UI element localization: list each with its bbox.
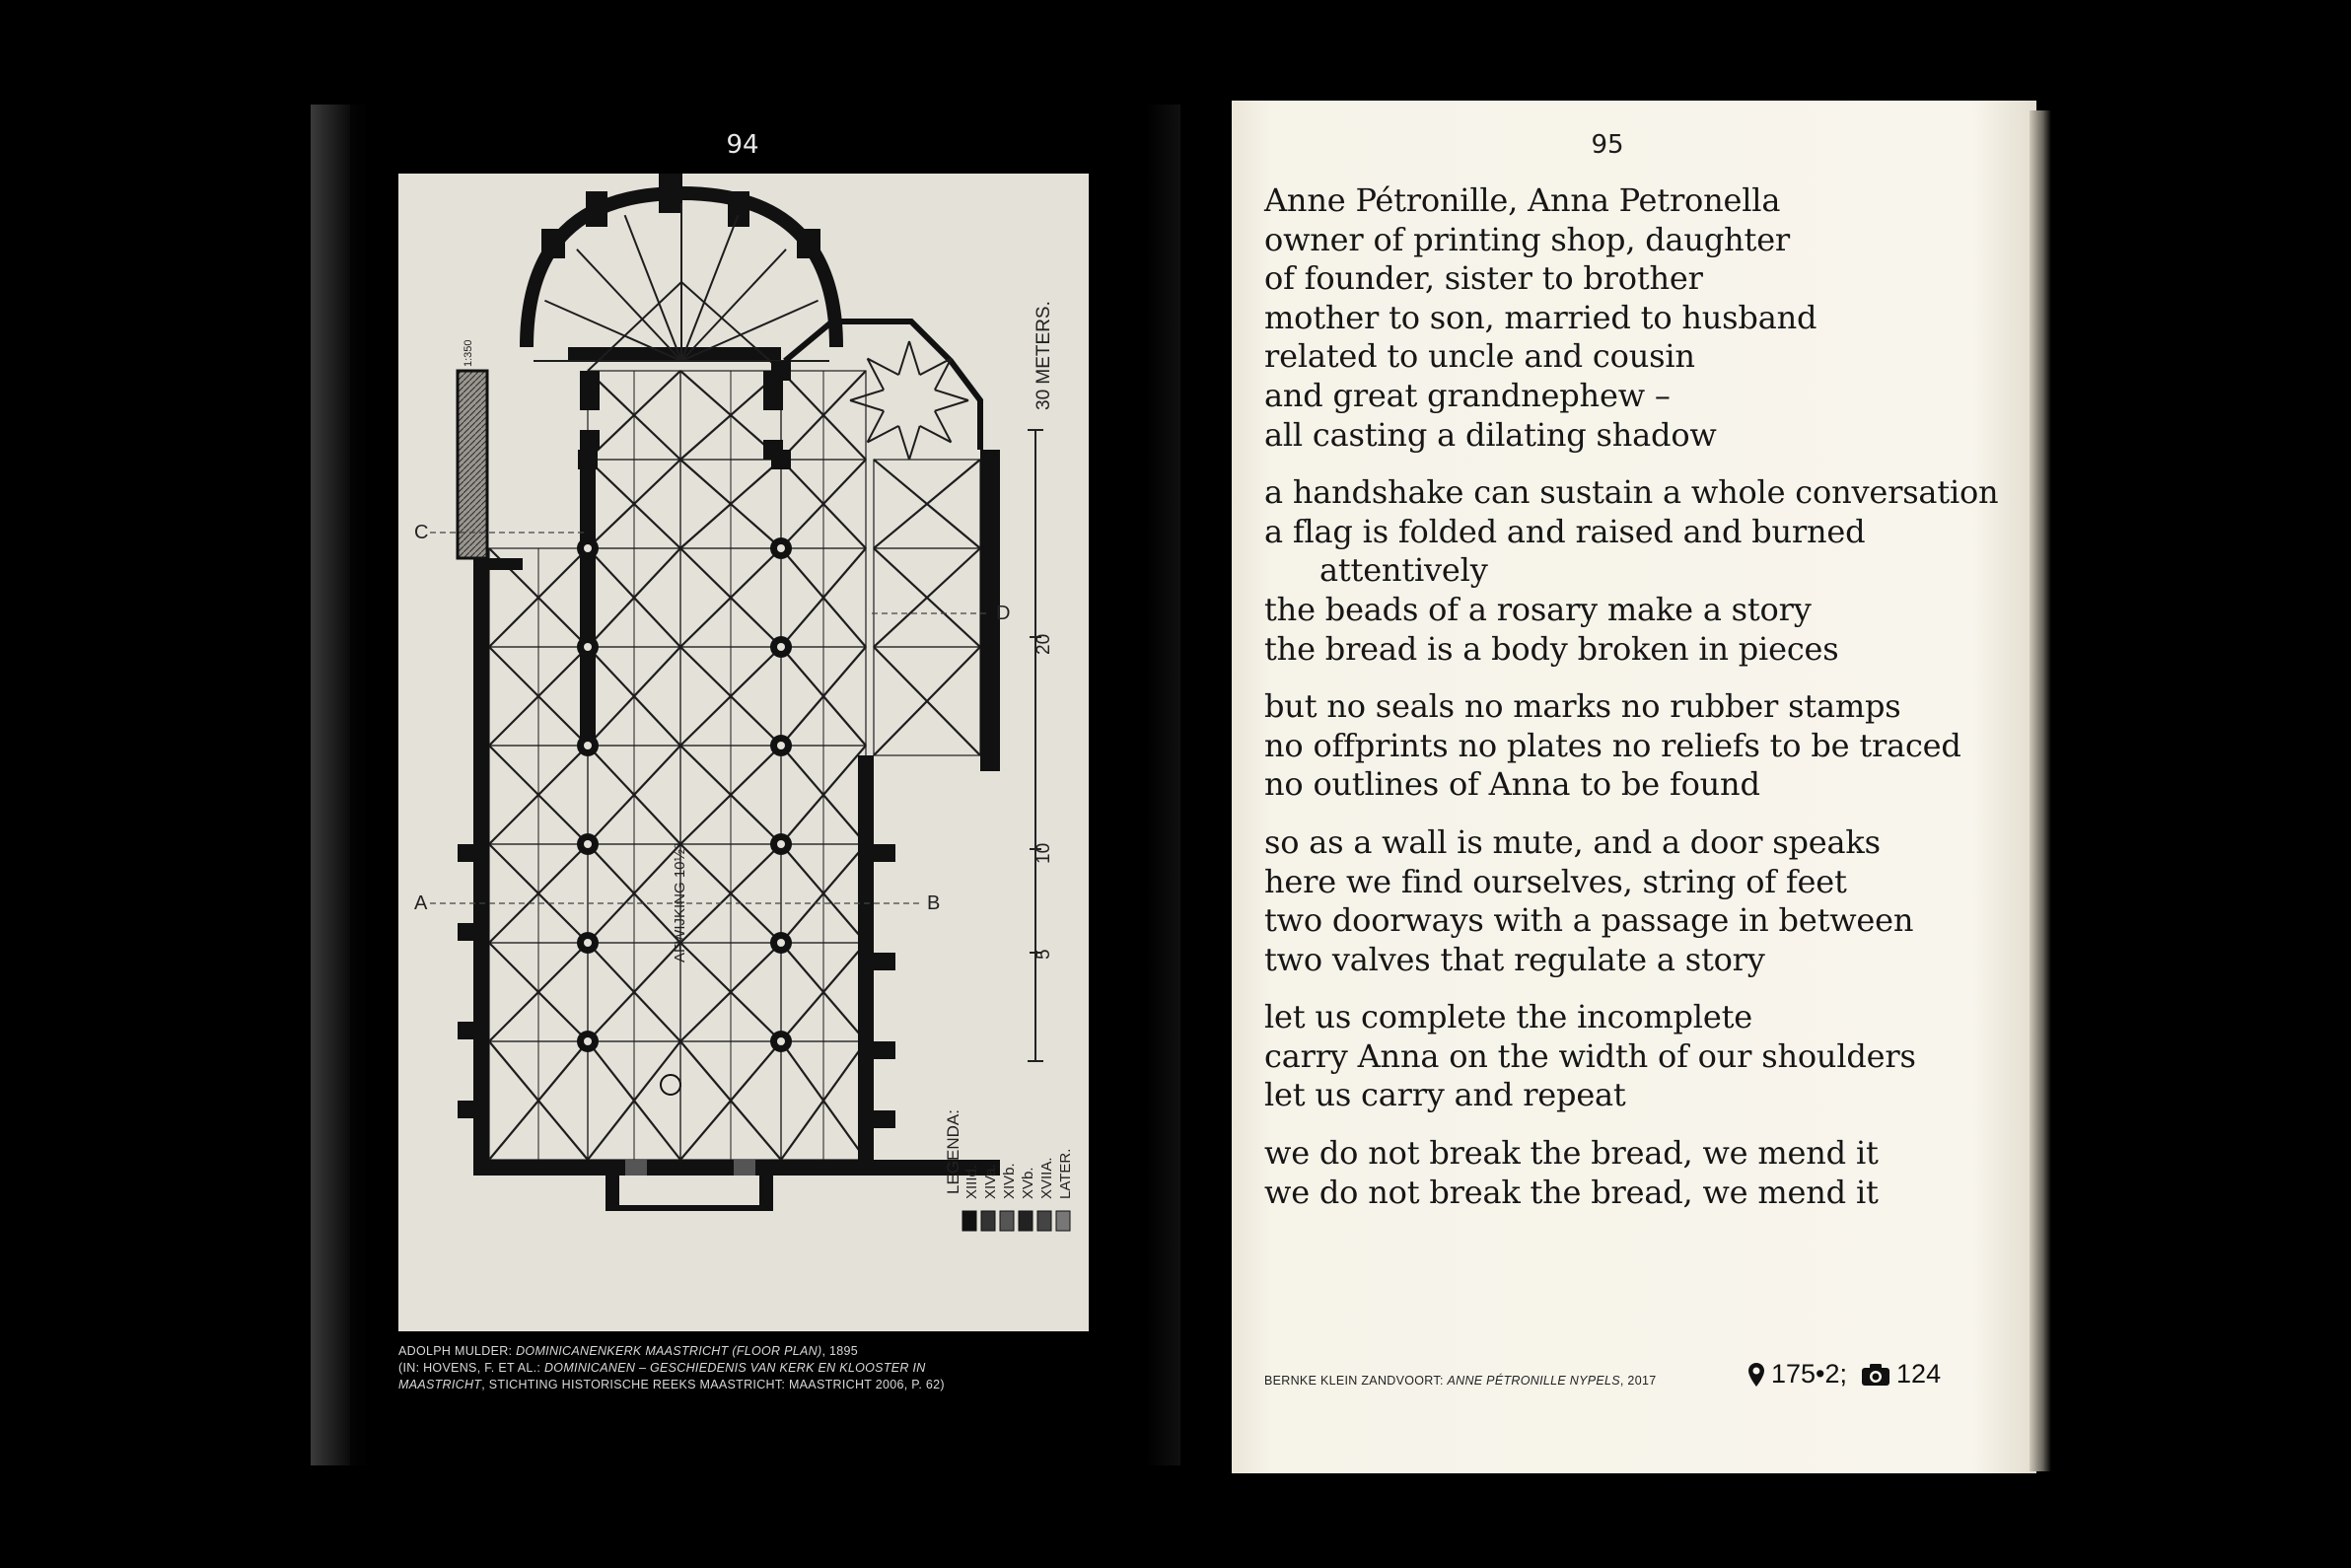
poem-stanza-1 [1264,181,1974,455]
caption-line3-title: MAASTRICHT [398,1378,482,1391]
legend-swatch [962,1211,976,1231]
legend-label: XIVa. [982,1164,999,1199]
legend-label: XIVb. [1001,1163,1018,1199]
legend-swatch [1037,1211,1051,1231]
camera-icon [1861,1363,1890,1387]
poem-stanza-4 [1264,823,1974,979]
caption-line2-prefix: (IN: HOVENS, F. ET AL.: [398,1361,544,1375]
right-page-edge [2030,110,2051,1471]
caption-line2-title: DOMINICANEN – GESCHIEDENIS VAN KERK EN KLOOSTER IN [543,1361,926,1375]
legend-label: XIIId. [963,1164,980,1199]
page-references [1747,1359,1941,1390]
floor-plan-figure [398,174,1089,1331]
poem-line: so as a wall is mute, and a door speaks [1264,822,1881,861]
legend-swatch [1056,1211,1070,1231]
poem-line-indented: attentively [1319,551,1488,590]
poem-line: mother to son, married to husband [1264,298,1817,336]
poem-line: a handshake can sustain a whole conversation [1264,473,1999,512]
poem-line: and great grandnephew – [1264,376,1671,414]
poem-stanza-3 [1264,687,1974,805]
credit-title: ANNE PÉTRONILLE NYPELS [1447,1374,1620,1388]
scale-ratio: 1:350 [463,339,474,367]
scale-tick-5: 5 [1033,949,1054,960]
poem [1264,181,1999,1231]
section-mark-d: D [996,603,1011,624]
poem-line: related to uncle and cousin [1264,337,1695,376]
poem-line: all casting a dilating shadow [1264,415,1717,454]
caption-line1-title: DOMINICANENKERK MAASTRICHT (FLOOR PLAN) [516,1344,822,1358]
legend-swatch [1000,1211,1014,1231]
credit-author: BERNKE KLEIN ZANDVOORT: [1264,1374,1448,1388]
poem-credit [1264,1374,1656,1388]
section-mark-a: A [414,892,428,914]
poem-line: here we find ourselves, string of feet [1264,862,1847,900]
poem-line: no outlines of Anna to be found [1264,765,1760,804]
poem-line: a flag is folded and raised and burned [1264,512,1866,550]
poem-line: we do not break the bread, we mend it [1264,1134,1879,1173]
legend-label: LATER. [1057,1148,1074,1199]
poem-line: two valves that regulate a story [1264,940,1765,978]
poem-line: carry Anna on the width of our shoulders [1264,1036,1916,1075]
section-mark-b: B [927,892,941,914]
caption-line1-suffix: , 1895 [821,1344,859,1358]
map-pin-icon [1747,1362,1765,1388]
poem-stanza-5 [1264,998,1974,1115]
poem-line: the bread is a body broken in pieces [1264,629,1839,668]
poem-line: of founder, sister to brother [1264,259,1703,298]
legend [944,1109,1074,1231]
poem-line: owner of printing shop, daughter [1264,220,1791,258]
poem-line: no offprints no plates no reliefs to be traced [1264,726,1961,764]
scale-label: 30 METERS. [1033,301,1054,410]
poem-line: let us complete the incomplete [1264,998,1752,1036]
poem-line: but no seals no marks no rubber stamps [1264,687,1901,726]
photo-ref: 124 [1896,1359,1942,1389]
poem-stanza-6 [1264,1134,1974,1212]
poem-line: let us carry and repeat [1264,1076,1626,1114]
poem-line: two doorways with a passage in between [1264,901,1914,940]
location-ref: 175•2; [1771,1359,1848,1389]
floor-plan-drawing [398,174,1089,1331]
legend-label: XVIIA. [1038,1157,1055,1199]
legend-label: XVb. [1020,1167,1036,1199]
poem-line: we do not break the bread, we mend it [1264,1173,1879,1211]
poem-line: Anne Pétronille, Anna Petronella [1264,181,1781,219]
legend-title: LEGENDA: [944,1109,962,1194]
caption-line1-prefix: ADOLPH MULDER: [398,1344,517,1358]
left-page-edge [311,105,350,1465]
credit-year: , 2017 [1619,1374,1657,1388]
page-number-left: 94 [726,130,759,160]
scale-tick-10: 10 [1033,842,1054,864]
scale-tick-20: 20 [1033,633,1054,655]
legend-swatch [981,1211,995,1231]
section-mark-c: C [414,522,429,543]
poem-line: the beads of a rosary make a story [1264,590,1812,628]
nave-label: AFWIJKING 10½° [672,842,688,962]
caption-line3-suffix: , STICHTING HISTORISCHE REEKS MAASTRICHT: MAASTRICHT 2006, P. 62) [481,1378,945,1391]
legend-swatch [1019,1211,1033,1231]
page-number-right: 95 [1591,130,1624,160]
poem-stanza-2 [1264,473,1999,669]
figure-caption [398,1343,1108,1393]
